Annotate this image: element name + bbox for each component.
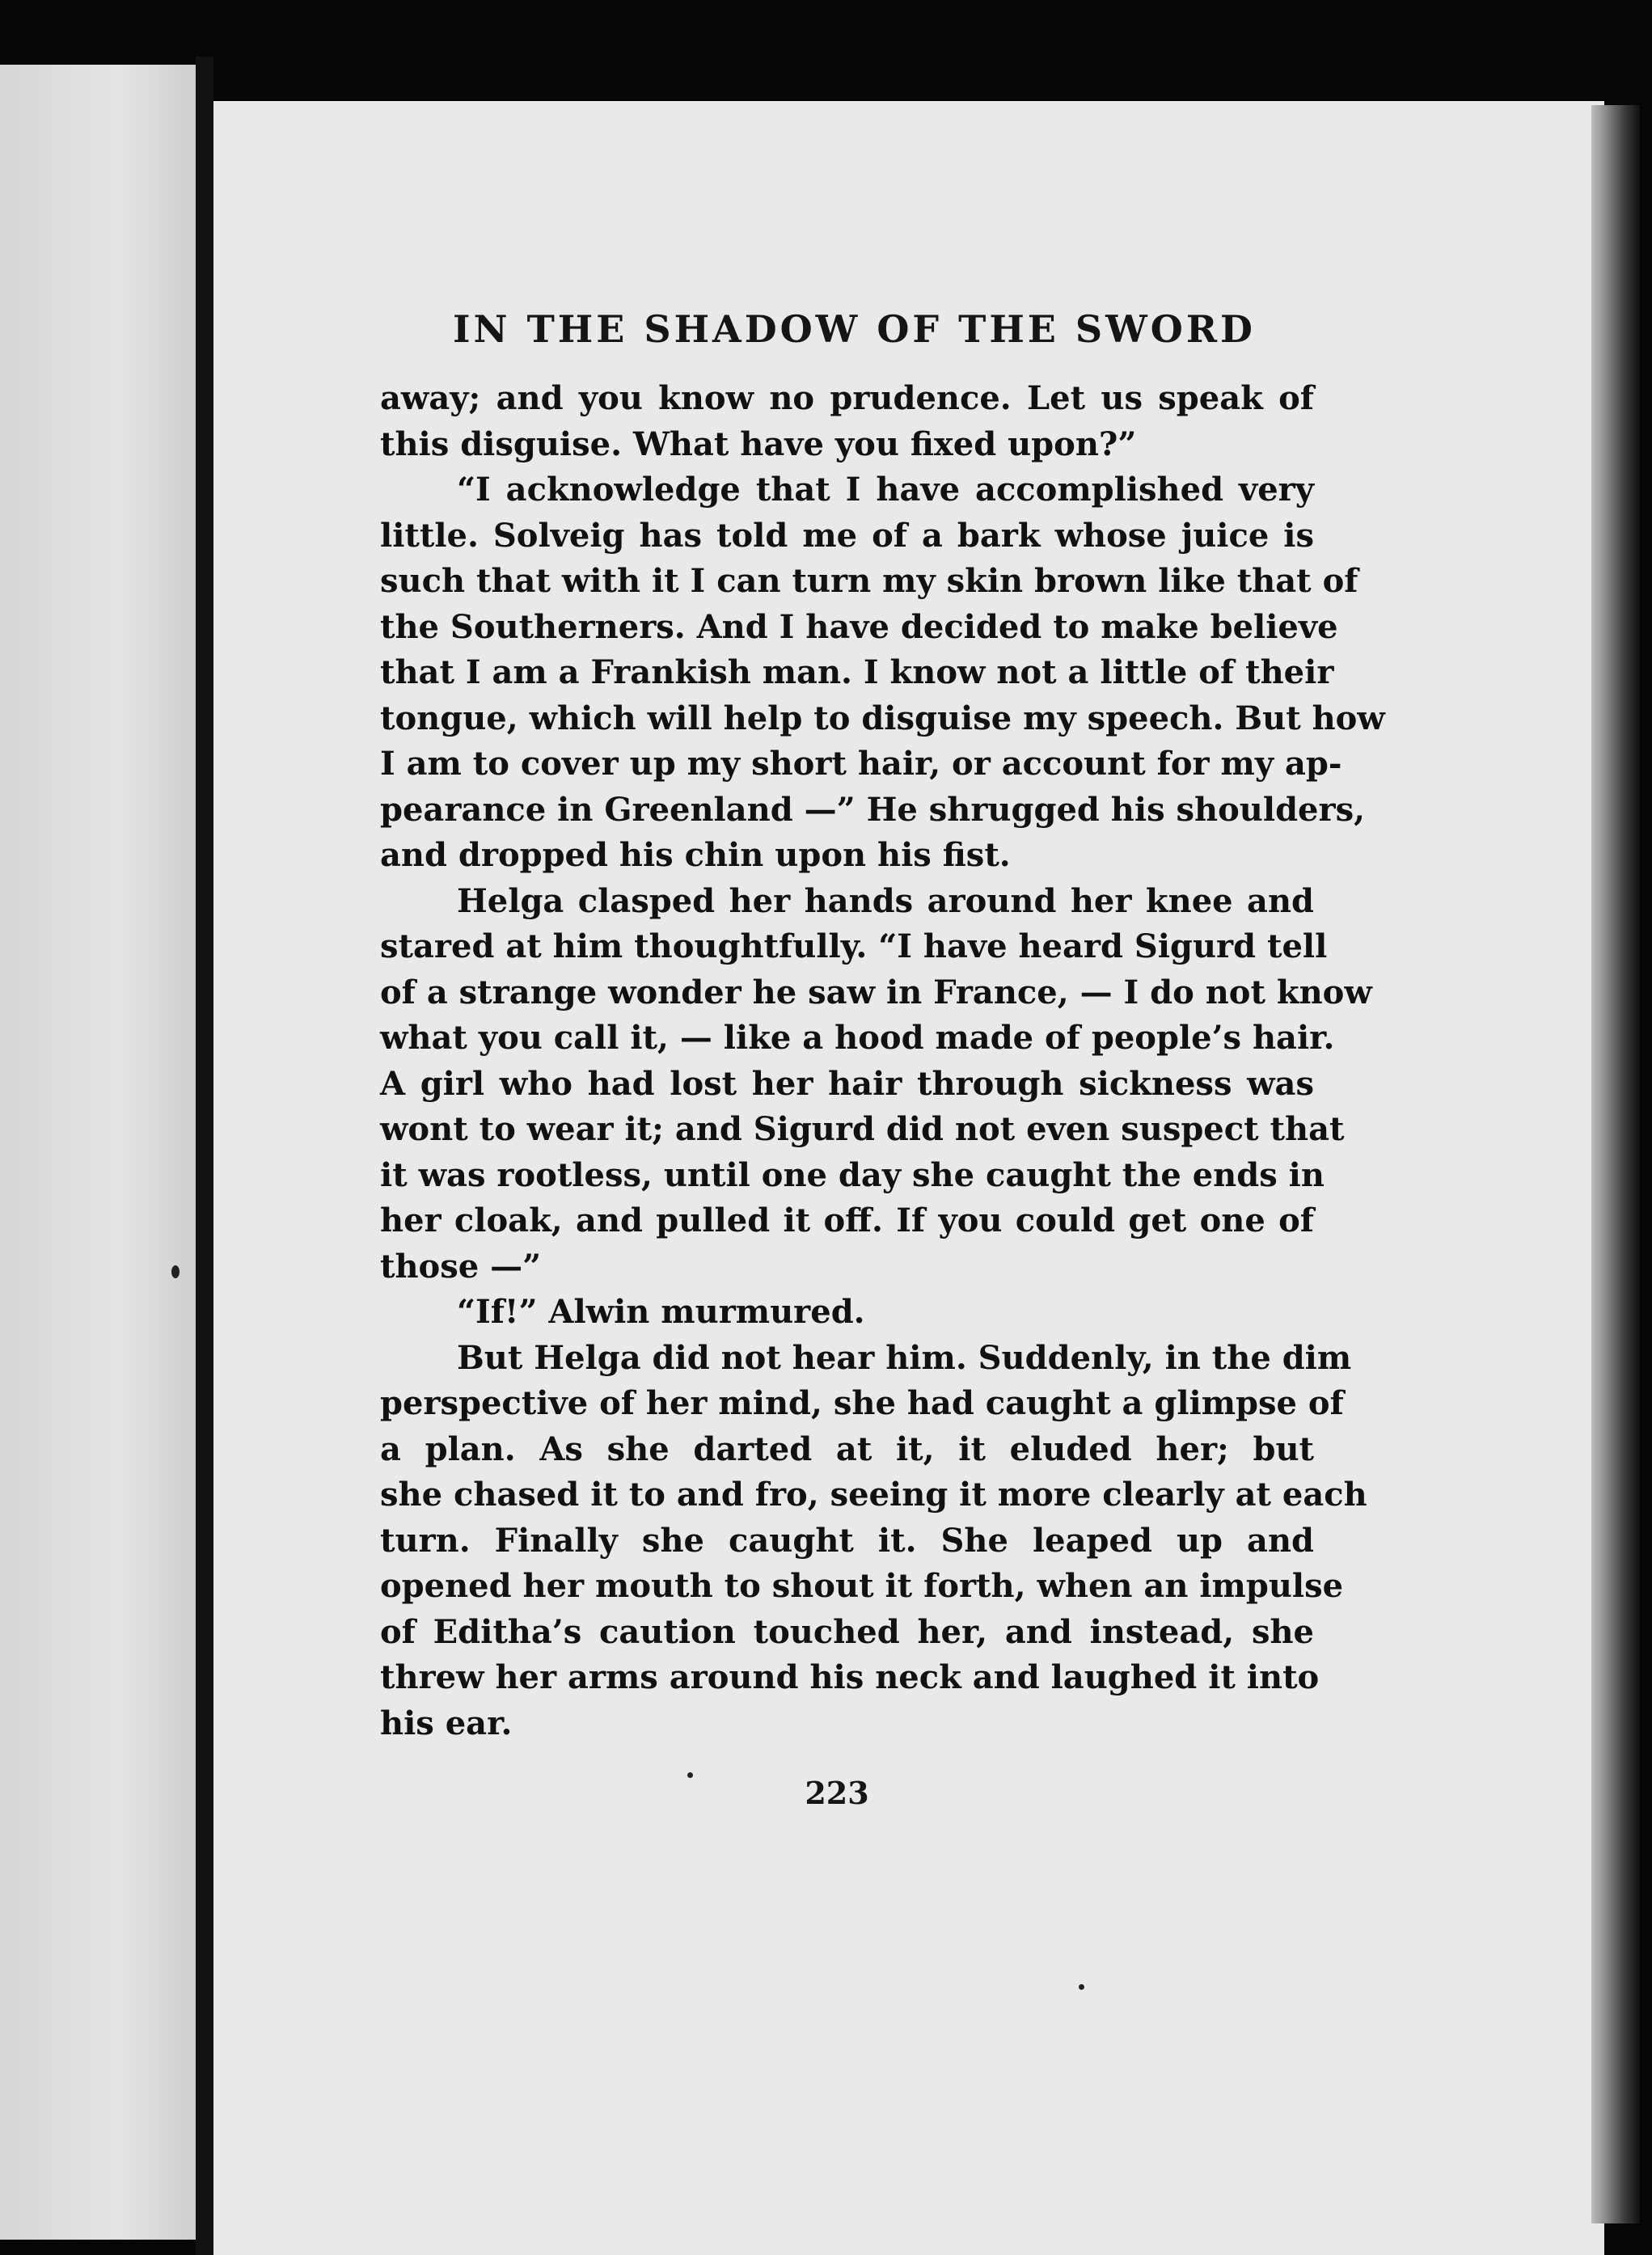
- text-line: those —”: [380, 1247, 542, 1286]
- text-line: perspective of her mind, she had caught a glimpse of: [380, 1384, 1344, 1422]
- left-page-edge: [0, 65, 196, 2240]
- text-line: a plan. As she darted at it, it eluded her; but: [380, 1429, 1314, 1468]
- text-line: opened her mouth to shout it forth, when an impulse: [380, 1567, 1344, 1605]
- text-line: A girl who had lost her hair through sickness was: [380, 1064, 1314, 1103]
- text-line: tongue, which will help to disguise my speech. But how: [380, 699, 1385, 737]
- body-text: [380, 376, 1385, 1746]
- text-line: “If!” Alwin murmured.: [457, 1293, 865, 1331]
- text-line: of Editha’s caution touched her, and instead, she: [380, 1612, 1314, 1651]
- text-line: the Southerners. And I have decided to make believe: [380, 607, 1338, 646]
- text-line: his ear.: [380, 1704, 513, 1742]
- text-line: Helga clasped her hands around her knee and: [457, 881, 1314, 920]
- running-head: IN THE SHADOW OF THE SWORD: [453, 307, 1256, 351]
- text-line: threw her arms around his neck and laughed it into: [380, 1658, 1320, 1696]
- text-line: away; and you know no prudence. Let us speak of: [380, 379, 1314, 417]
- text-line: this disguise. What have you fixed upon?”: [380, 424, 1137, 463]
- text-line: I am to cover up my short hair, or account for my ap-: [380, 745, 1342, 783]
- text-line: it was rootless, until one day she caught the ends in: [380, 1155, 1325, 1194]
- text-line: of a strange wonder he saw in France, — I do not know: [380, 973, 1372, 1011]
- scan-speck: [1079, 1984, 1084, 1990]
- scan-speck: [687, 1772, 693, 1778]
- text-line: that I am a Frankish man. I know not a little of their: [380, 653, 1334, 691]
- page-fore-edge: [1591, 105, 1640, 2223]
- book-gutter: [196, 57, 213, 2255]
- text-line: her cloak, and pulled it off. If you could get one of: [380, 1201, 1314, 1239]
- page-number: 223: [805, 1775, 869, 1811]
- text-line: turn. Finally she caught it. She leaped up and: [380, 1521, 1314, 1560]
- text-line: she chased it to and fro, seeing it more clearly at each: [380, 1476, 1367, 1514]
- text-line: But Helga did not hear him. Suddenly, in the dim: [457, 1338, 1352, 1377]
- text-line: pearance in Greenland —” He shrugged his shoulders,: [380, 790, 1366, 829]
- text-line: and dropped his chin upon his fist.: [380, 836, 1011, 874]
- text-line: such that with it I can turn my skin brown like that of: [380, 562, 1358, 600]
- text-line: what you call it, — like a hood made of people’s hair.: [380, 1019, 1335, 1057]
- text-line: stared at him thoughtfully. “I have heard Sigurd tell: [380, 927, 1328, 965]
- scan-speck: [171, 1265, 180, 1278]
- text-line: little. Solveig has told me of a bark whose juice is: [380, 516, 1314, 555]
- text-line: “I acknowledge that I have accomplished very: [457, 471, 1314, 509]
- text-line: wont to wear it; and Sigurd did not even suspect that: [380, 1110, 1345, 1148]
